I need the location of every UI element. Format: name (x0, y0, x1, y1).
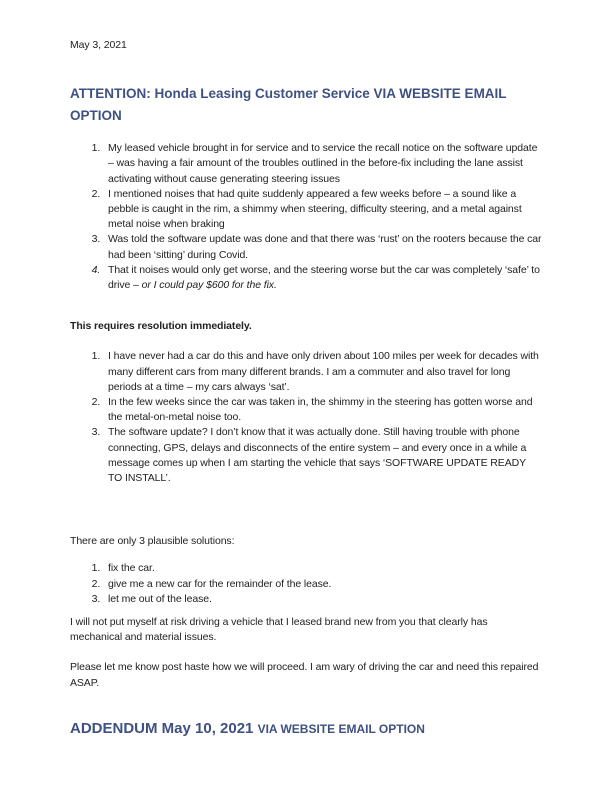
issue-item-2: 2. I mentioned noises that had quite suddenly appeared a few weeks before – a sound like a pebble is caught in the rim, a shimmy when steering, difficulty steering, and a metal against metal noise when braking (103, 187, 542, 233)
closing-paragraph-2: Please let me know post haste how we will proceed. I am wary of driving the car and need this repaired ASAP. (70, 661, 539, 689)
issues-list (70, 141, 542, 293)
solutions-intro: There are only 3 plausible solutions: (70, 535, 235, 548)
issue-item-4-italic: or I could pay $600 for the fix. (141, 279, 277, 292)
followups-list (70, 349, 542, 486)
addendum-heading-sub: VIA WEBSITE EMAIL OPTION (257, 721, 425, 736)
issue-item-3: 3. Was told the software update was done and that there was ‘rust’ on the rooters because the car had been ‘sitting’ during Covid. (103, 232, 542, 262)
issue-item-1: 1. My leased vehicle brought in for service and to service the recall notice on the software update – was having a fair amount of the troubles outlined in the before-fix including the lane assist activating without cause generating steering issues (103, 141, 542, 187)
addendum-heading-main: ADDENDUM May 10, 2021 (70, 719, 258, 737)
issue-item-4-text: That it noises would only get worse, and the steering worse but the car was completely ‘safe’ to drive – (108, 263, 540, 292)
addendum-heading (70, 717, 542, 741)
followup-item-3: 3. The software update? I don’t know that it was actually done. Still having trouble with phone connecting, GPS, delays and disconnects of the entire system – and every once in a while a message comes up when I am starting the vehicle that says ‘SOFTWARE UPDATE READY TO INSTALL’. (103, 425, 542, 486)
closing-paragraph-1: I will not put myself at risk driving a vehicle that I leased brand new from you that clearly has mechanical and material issues. (70, 616, 488, 644)
issue-item-4 (103, 263, 542, 293)
solution-item-1: 1. fix the car. (103, 561, 542, 576)
solution-item-3: 3. let me out of the lease. (103, 592, 542, 607)
document-date: May 3, 2021 (70, 39, 127, 51)
solutions-list (70, 561, 542, 607)
resolution-demand: This requires resolution immediately. (70, 320, 252, 333)
solution-item-2: 2. give me a new car for the remainder of the lease. (103, 577, 542, 592)
followup-item-2: 2. In the few weeks since the car was taken in, the shimmy in the steering has gotten worse and the metal-on-metal noise too. (103, 395, 542, 425)
attention-heading: ATTENTION: Honda Leasing Customer Service VIA WEBSITE EMAIL OPTION (70, 86, 507, 124)
followup-item-1: 1. I have never had a car do this and have only driven about 100 miles per week for decades with many different cars from many different brands. I am a commuter and also travel for long periods at a time – my cars always ‘sat’. (103, 349, 542, 395)
